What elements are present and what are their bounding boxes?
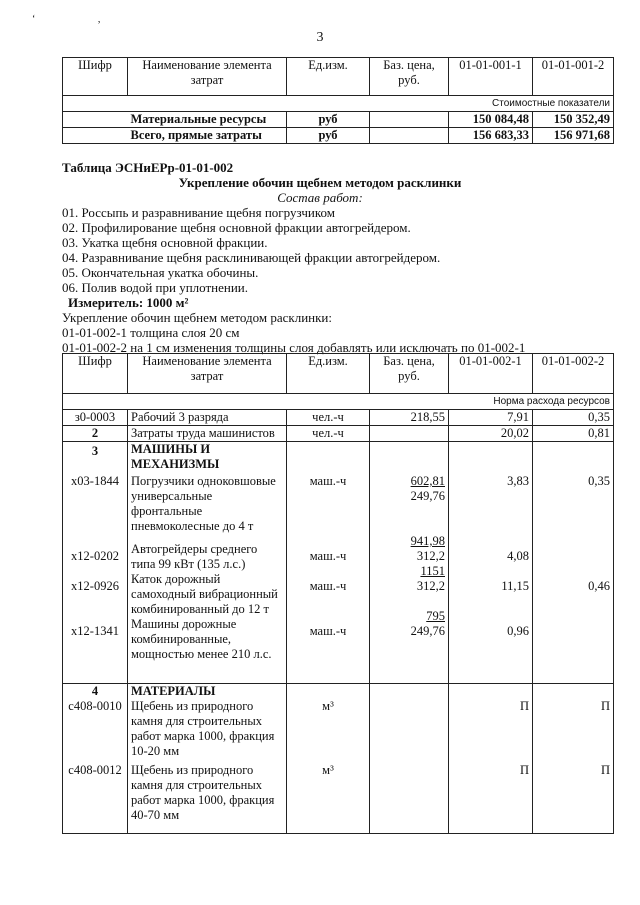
material-value-2: П — [600, 763, 610, 777]
material-name: 10-20 мм — [131, 744, 180, 758]
material-value-2: П — [600, 699, 610, 713]
machine-name: Каток дорожный — [131, 572, 221, 586]
machine-names — [128, 442, 287, 684]
machine-name: фронтальные — [131, 504, 203, 518]
machine-value-2: 0,35 — [588, 474, 610, 488]
machine-wage: 312,2 — [416, 549, 445, 563]
description-line: 01-01-002-1 толщина слоя 20 см — [62, 325, 240, 340]
section-code: 4 — [91, 684, 99, 698]
row-unit: чел.-ч — [287, 410, 370, 426]
material-unit: м³ — [322, 763, 334, 777]
machine-unit: маш.-ч — [309, 624, 347, 638]
machine-price: 1151 — [420, 564, 445, 578]
work-step: 06. Полив водой при уплотнении. — [62, 280, 249, 295]
material-values-2 — [533, 684, 614, 834]
cost-table — [62, 57, 614, 144]
section-subtitle: Укрепление обочин щебнем методом расклинки — [178, 175, 462, 190]
machine-codes — [63, 442, 128, 684]
section-code: 3 — [91, 444, 99, 458]
machine-name: типа 99 кВт (135 л.с.) — [131, 557, 246, 571]
section-name: МАТЕРИАЛЫ — [131, 684, 216, 698]
table-row — [63, 128, 614, 144]
machine-name: комбинированные, — [131, 632, 232, 646]
row-unit: руб — [287, 112, 370, 128]
material-code: с408-0010 — [68, 699, 122, 713]
material-codes — [63, 684, 128, 834]
section-name: МЕХАНИЗМЫ — [131, 457, 220, 471]
machine-price: 602,81 — [410, 474, 445, 488]
material-name: камня для строительных — [131, 778, 263, 792]
cost-table-header — [63, 58, 614, 96]
machine-wage: 249,76 — [410, 489, 445, 503]
row-code: з0-0003 — [63, 410, 128, 426]
page-number: 3 — [316, 30, 324, 45]
header-name: Наименование элемента затрат — [128, 58, 287, 96]
machine-name: Машины дорожные — [131, 617, 237, 631]
row-value-2: 150 352,49 — [533, 112, 614, 128]
machine-values-1 — [449, 442, 533, 684]
machine-prices — [370, 442, 449, 684]
material-name: камня для строительных — [131, 714, 263, 728]
header-code: Шифр — [63, 58, 128, 96]
header-price: Баз. цена, руб. — [370, 58, 449, 96]
machine-name: универсальные — [131, 489, 213, 503]
page-marks: ‘ , — [32, 14, 131, 25]
table-row — [63, 410, 614, 426]
machine-values-2 — [533, 442, 614, 684]
machine-unit: маш.-ч — [309, 474, 347, 488]
machine-code: х03-1844 — [71, 474, 119, 488]
header-col1: 01-01-001-1 — [449, 58, 533, 96]
machine-price: 941,98 — [410, 534, 445, 548]
machine-code: х12-0926 — [71, 579, 119, 593]
machine-price: 795 — [426, 609, 445, 623]
row-price: 218,55 — [370, 410, 449, 426]
header-price: Баз. цена, руб. — [370, 354, 449, 394]
table-row — [63, 112, 614, 128]
row-value-1: 20,02 — [449, 426, 533, 442]
header-col2: 01-01-002-2 — [533, 354, 614, 394]
header-col2: 01-01-001-2 — [533, 58, 614, 96]
material-name: Щебень из природного — [131, 699, 254, 713]
table-title: Таблица ЭСНиЕРр-01-01-002 — [62, 160, 234, 175]
row-value-2: 0,81 — [533, 426, 614, 442]
work-step: 02. Профилирование щебня основной фракции автогрейдером. — [62, 220, 411, 235]
work-step: 04. Разравнивание щебня расклинивающей фракции автогрейдером. — [62, 250, 441, 265]
machine-name: мощностью менее 210 л.с. — [131, 647, 272, 661]
machine-wage: 249,76 — [410, 624, 445, 638]
section-name: МАШИНЫ И — [131, 442, 211, 456]
band-row — [63, 394, 614, 410]
work-step: 03. Укатка щебня основной фракции. — [62, 235, 268, 250]
machine-name: пневмоколесные до 4 т — [131, 519, 254, 533]
material-code: с408-0012 — [68, 763, 122, 777]
composition-heading: Состав работ: — [277, 190, 363, 205]
row-unit: чел.-ч — [287, 426, 370, 442]
material-name: Щебень из природного — [131, 763, 254, 777]
machine-code: х12-1341 — [71, 624, 119, 638]
machine-value-1: 11,15 — [501, 579, 529, 593]
machine-unit: маш.-ч — [309, 549, 347, 563]
header-unit: Ед.изм. — [287, 354, 370, 394]
machine-unit: маш.-ч — [309, 579, 347, 593]
material-unit: м³ — [322, 699, 334, 713]
material-name: работ марка 1000, фракция — [131, 793, 275, 807]
machine-value-1: 3,83 — [507, 474, 529, 488]
material-value-1: П — [519, 763, 529, 777]
machine-code: х12-0202 — [71, 549, 119, 563]
row-value-1: 150 084,48 — [449, 112, 533, 128]
machine-value-1: 0,96 — [507, 624, 529, 638]
materials-block — [63, 684, 614, 834]
material-values-1 — [449, 684, 533, 834]
row-code: 2 — [63, 426, 128, 442]
row-name: Рабочий 3 разряда — [128, 410, 287, 426]
material-units — [287, 684, 370, 834]
description-line: 01-01-002-2 на 1 см изменения толщины слоя добавлять или исключать по 01-002-1 — [62, 340, 526, 355]
row-name: Всего, прямые затраты — [128, 128, 287, 144]
machine-name: самоходный вибрационный — [131, 587, 278, 601]
header-code: Шифр — [63, 354, 128, 394]
machines-block — [63, 442, 614, 684]
machine-value-2: 0,46 — [588, 579, 610, 593]
row-value-1: 7,91 — [449, 410, 533, 426]
machine-name: Погрузчики одноковшовые — [131, 474, 276, 488]
band-row — [63, 96, 614, 112]
material-value-1: П — [519, 699, 529, 713]
resource-table-header — [63, 354, 614, 394]
row-value-2: 156 971,68 — [533, 128, 614, 144]
machine-name: комбинированный до 12 т — [131, 602, 269, 616]
header-name: Наименование элемента затрат — [128, 354, 287, 394]
work-step: 05. Окончательная укатка обочины. — [62, 265, 259, 280]
material-names — [128, 684, 287, 834]
machine-wage: 312,2 — [416, 579, 445, 593]
material-name: 40-70 мм — [131, 808, 180, 822]
band-label: Стоимостные показатели — [63, 96, 614, 112]
header-col1: 01-01-002-1 — [449, 354, 533, 394]
work-step: 01. Россыпь и разравнивание щебня погрузчиком — [62, 205, 335, 220]
resource-table — [62, 353, 614, 834]
description-line: Укрепление обочин щебнем методом расклинки: — [62, 310, 332, 325]
header-unit: Ед.изм. — [287, 58, 370, 96]
row-value-2: 0,35 — [533, 410, 614, 426]
machine-name: Автогрейдеры среднего — [131, 542, 258, 556]
row-name: Материальные ресурсы — [128, 112, 287, 128]
material-name: работ марка 1000, фракция — [131, 729, 275, 743]
table-row — [63, 426, 614, 442]
row-name: Затраты труда машинистов — [128, 426, 287, 442]
machine-units — [287, 442, 370, 684]
machine-value-1: 4,08 — [507, 549, 529, 563]
row-unit: руб — [287, 128, 370, 144]
measure-unit: Измеритель: 1000 м² — [68, 295, 189, 310]
row-value-1: 156 683,33 — [449, 128, 533, 144]
band-label: Норма расхода ресурсов — [63, 394, 614, 410]
